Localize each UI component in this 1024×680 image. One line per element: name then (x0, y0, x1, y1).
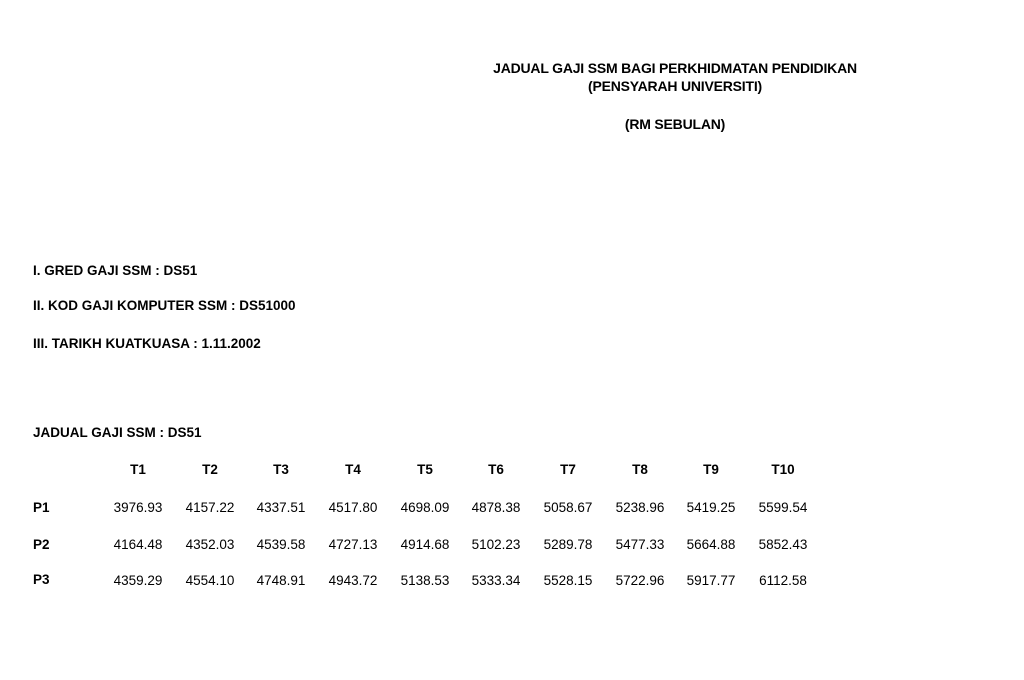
table-cell: 5664.88 (686, 537, 736, 552)
table-cell: 5419.25 (686, 500, 736, 515)
row-label-p1: P1 (33, 500, 50, 515)
document-title: JADUAL GAJI SSM BAGI PERKHIDMATAN PENDIDIKAN (493, 60, 857, 76)
table-cell: 4337.51 (256, 500, 306, 515)
table-cell: 5852.43 (758, 537, 808, 552)
column-header-t2: T2 (202, 462, 218, 477)
table-cell: 4352.03 (185, 537, 235, 552)
table-cell: 4878.38 (471, 500, 521, 515)
table-cell: 5722.96 (615, 573, 665, 588)
row-label-p3: P3 (33, 572, 50, 587)
currency-note: (RM SEBULAN) (624, 116, 726, 132)
column-header-t10: T10 (771, 462, 795, 477)
table-cell: 4157.22 (185, 500, 235, 515)
table-cell: 5477.33 (615, 537, 665, 552)
table-cell: 5058.67 (543, 500, 593, 515)
column-header-t7: T7 (560, 462, 576, 477)
column-header-t4: T4 (345, 462, 361, 477)
column-header-t1: T1 (130, 462, 146, 477)
table-cell: 5238.96 (615, 500, 665, 515)
table-cell: 4943.72 (328, 573, 378, 588)
table-cell: 3976.93 (113, 500, 163, 515)
salary-grade-line: I. GRED GAJI SSM : DS51 (33, 263, 198, 278)
column-header-t6: T6 (488, 462, 504, 477)
table-cell: 5333.34 (471, 573, 521, 588)
row-label-p2: P2 (33, 537, 50, 552)
table-caption: JADUAL GAJI SSM : DS51 (33, 425, 202, 440)
table-cell: 4914.68 (400, 537, 450, 552)
table-cell: 6112.58 (759, 573, 807, 588)
table-cell: 5102.23 (471, 537, 521, 552)
table-cell: 4748.91 (256, 573, 306, 588)
table-cell: 4554.10 (185, 573, 235, 588)
column-header-t5: T5 (417, 462, 433, 477)
table-cell: 5289.78 (543, 537, 593, 552)
effective-date-line: III. TARIKH KUATKUASA : 1.11.2002 (33, 336, 261, 351)
computer-code-line: II. KOD GAJI KOMPUTER SSM : DS51000 (33, 298, 296, 313)
table-cell: 4164.48 (113, 537, 163, 552)
table-cell: 5138.53 (400, 573, 450, 588)
table-cell: 4517.80 (328, 500, 378, 515)
table-cell: 4539.58 (256, 537, 306, 552)
column-header-t3: T3 (273, 462, 289, 477)
document-subtitle: (PENSYARAH UNIVERSITI) (588, 78, 762, 94)
table-cell: 4698.09 (400, 500, 450, 515)
table-cell: 4359.29 (113, 573, 163, 588)
table-cell: 5917.77 (686, 573, 736, 588)
table-cell: 5599.54 (758, 500, 808, 515)
table-cell: 5528.15 (543, 573, 593, 588)
column-header-t8: T8 (632, 462, 648, 477)
column-header-t9: T9 (703, 462, 719, 477)
table-cell: 4727.13 (328, 537, 378, 552)
